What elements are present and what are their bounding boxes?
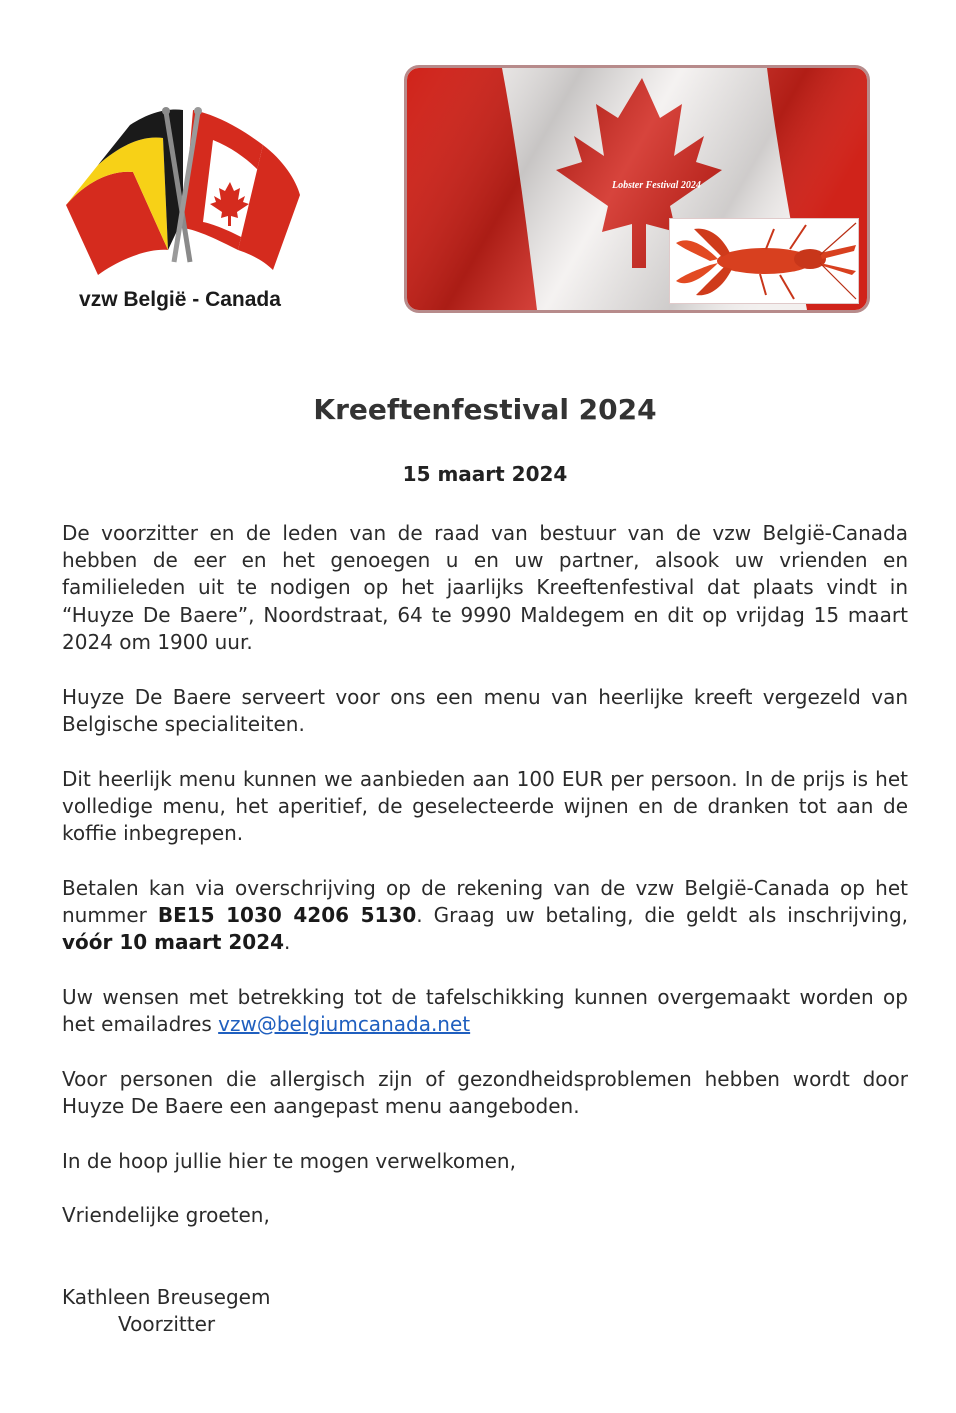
document-date: 15 maart 2024 <box>402 462 568 486</box>
payment-text-1: Betalen kan via overschrijving op de rekening van de vzw België-Canada op het nummer <box>62 876 908 928</box>
seating-text: Uw wensen met betrekking tot de tafelschikking kunnen overgemaakt worden op het emailadres <box>62 985 908 1037</box>
logo-caption: vzw België - Canada <box>79 288 281 311</box>
email-link[interactable]: vzw@belgiumcanada.net <box>218 1012 471 1037</box>
lobster-icon <box>670 219 858 303</box>
vzw-logo <box>58 100 318 330</box>
lobster-festival-banner <box>407 68 867 310</box>
paragraph-price: Dit heerlijk menu kunnen we aanbieden aan 100 EUR per persoon. In de prijs is het volledige menu, het aperitief, de geselecteerde wijnen en de dranken tot aan de koffie inbegrepen. <box>62 767 908 846</box>
crossed-flags-icon <box>58 100 308 280</box>
signature-name: Kathleen Breusegem <box>62 1285 271 1309</box>
payment-text-2: . Graag uw betaling, die geldt als inschrijving, <box>416 903 909 928</box>
canadian-flag-icon <box>183 110 300 270</box>
lobster-image <box>669 218 859 304</box>
account-number: BE15 1030 4206 5130 <box>157 903 417 928</box>
paragraph-seating <box>62 984 908 1038</box>
document-title: Kreeftenfestival 2024 <box>313 393 657 426</box>
payment-deadline: vóór 10 maart 2024 <box>62 930 285 955</box>
paragraph-allergies: Voor personen die allergisch zijn of gezondheidsproblemen hebben wordt door Huyze De Baere een aangepast menu aangeboden. <box>62 1067 908 1119</box>
signature-role: Voorzitter <box>118 1312 216 1336</box>
banner-text: Lobster Festival 2024 <box>612 180 701 191</box>
paragraph-payment <box>62 875 908 957</box>
paragraph-menu: Huyze De Baere serveert voor ons een menu van heerlijke kreeft vergezeld van Belgische specialiteiten. <box>62 685 908 737</box>
paragraph-welcome: In de hoop jullie hier te mogen verwelkomen, <box>62 1149 516 1173</box>
closing-greeting: Vriendelijke groeten, <box>62 1203 270 1227</box>
payment-text-3: . <box>284 930 291 955</box>
paragraph-invitation: De voorzitter en de leden van de raad van bestuur van de vzw België-Canada hebben de eer en het genoegen u en uw partner, alsook uw vrienden en familieleden uit te nodigen op het jaarlijks Kreeftenfestival dat plaats vindt in “Huyze De Baere”, Noordstraat, 64 te 9990 Maldegem en dit op vrijdag 15 maart 2024 om 1900 uur. <box>62 521 908 654</box>
belgian-flag-icon <box>66 110 183 275</box>
